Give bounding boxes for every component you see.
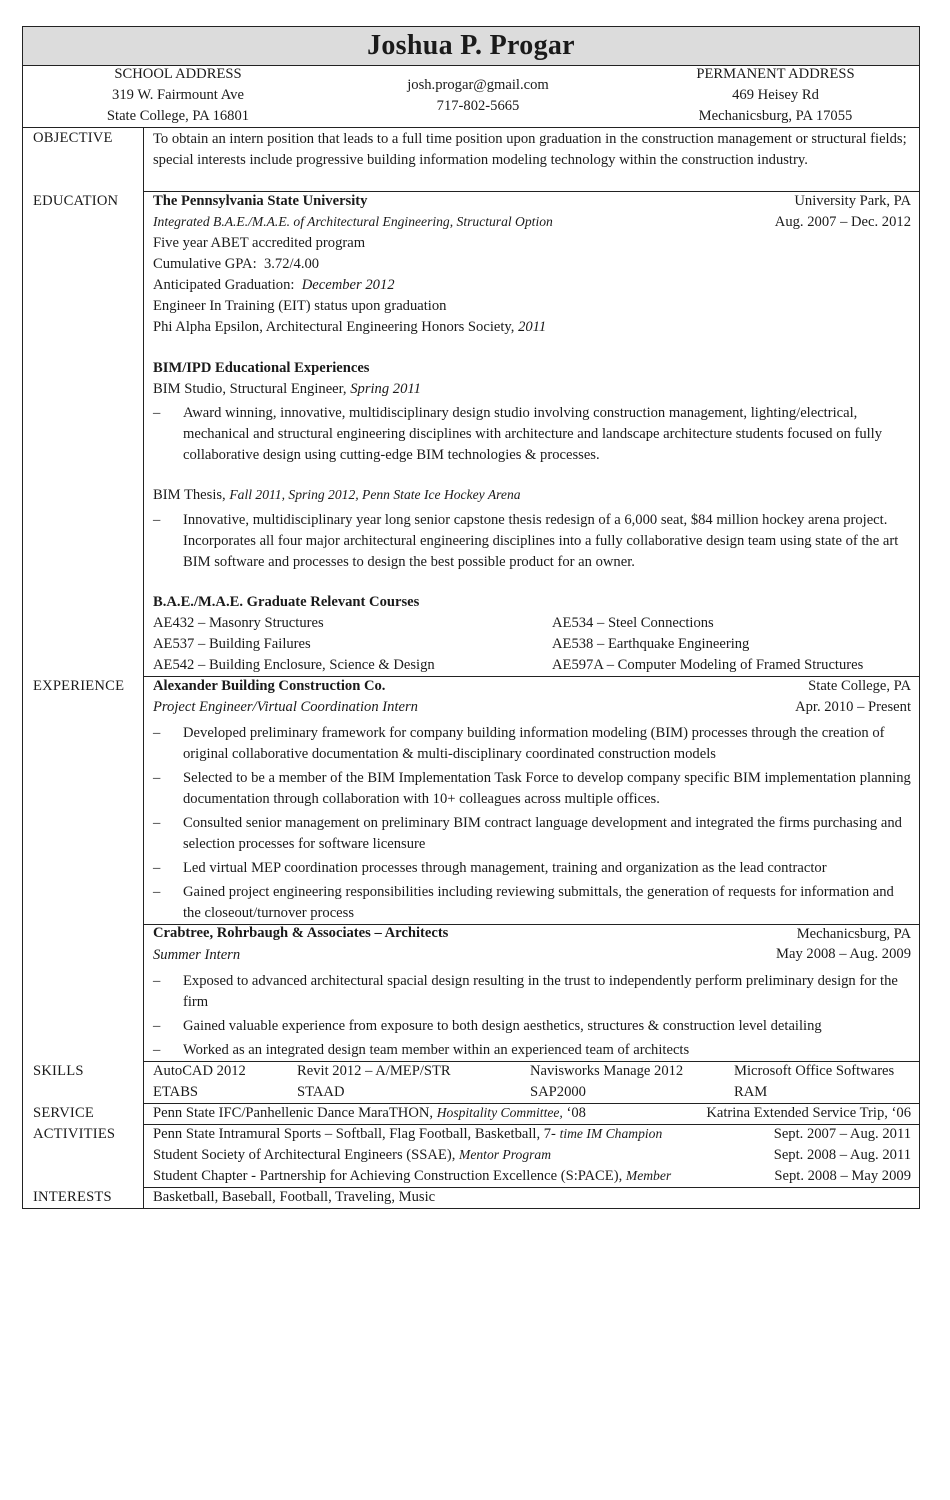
name-header: [23, 27, 919, 66]
section-activities: ACTIVITIES: [33, 1126, 116, 1142]
activity-note: Mentor Program: [459, 1147, 552, 1162]
divider: [143, 1061, 919, 1062]
thesis-term: Fall 2011, Spring 2012, Penn State Ice Hockey Arena: [229, 487, 521, 502]
job2-bullet: Gained valuable experience from exposure to both design aesthetics, structures & construction level detailing: [183, 1018, 822, 1034]
graduation-label: Anticipated Graduation:: [153, 277, 295, 293]
graduation-line: [153, 277, 395, 294]
activity-note: Member: [625, 1168, 672, 1183]
activity-dates: Sept. 2008 – May 2009: [774, 1168, 911, 1184]
column-divider: [143, 127, 144, 1208]
skill-item: STAAD: [297, 1084, 345, 1100]
job1-title: Project Engineer/Virtual Coordination Intern: [153, 699, 418, 715]
job1-bullet: Developed preliminary framework for company building information modeling (BIM) processes through the creation of original collaborative documentation & multi-disciplinary coordinated construction models: [183, 725, 885, 762]
course-item: AE432 – Masonry Structures: [153, 615, 324, 631]
job2-dates: May 2008 – Aug. 2009: [776, 946, 911, 962]
activity-text: Student Chapter - Partnership for Achieving Construction Excellence (S:PACE),: [153, 1168, 623, 1184]
bullet-dash: –: [153, 1042, 161, 1058]
job2-company: Crabtree, Rohrbaugh & Associates – Architects: [153, 925, 449, 941]
divider: [143, 1124, 919, 1125]
bim-studio: [153, 381, 421, 398]
job2-bullet: Exposed to advanced architectural spacial design resulting in the trust to independently perform preliminary design for the firm: [183, 973, 898, 1010]
honors-line: [153, 319, 546, 336]
skill-item: SAP2000: [530, 1084, 586, 1100]
bullet-dash: –: [153, 884, 161, 900]
thesis-description: Innovative, multidisciplinary year long senior capstone thesis redesign of a 6,000 seat, $84 million hockey arena project. Incorporates all four major architectural engineering disciplines into a fully collaborative design team using state of the art BIM software and processes to design the best possible product for an owner.: [183, 512, 899, 570]
section-skills: SKILLS: [33, 1063, 84, 1079]
divider: [143, 191, 919, 192]
section-education: EDUCATION: [33, 193, 119, 209]
course-item: AE538 – Earthquake Engineering: [552, 636, 750, 652]
permanent-address-heading: PERMANENT ADDRESS: [696, 66, 855, 82]
thesis-title: BIM Thesis,: [153, 487, 226, 503]
bullet-dash: –: [153, 405, 161, 421]
resume-page: [22, 26, 920, 1209]
skill-item: Microsoft Office Softwares: [734, 1063, 895, 1079]
section-experience: EXPERIENCE: [33, 678, 125, 694]
studio-title: BIM Studio, Structural Engineer,: [153, 381, 347, 397]
phone-number: 717-802-5665: [436, 98, 520, 114]
section-objective: OBJECTIVE: [33, 130, 113, 146]
education-dates: Aug. 2007 – Dec. 2012: [774, 214, 911, 230]
divider: [143, 1103, 919, 1104]
bim-heading: BIM/IPD Educational Experiences: [153, 360, 370, 376]
skill-item: Navisworks Manage 2012: [530, 1063, 684, 1079]
skill-item: RAM: [734, 1084, 768, 1100]
skill-item: Revit 2012 – A/MEP/STR: [297, 1063, 451, 1079]
skill-item: ETABS: [153, 1084, 199, 1100]
permanent-address-line2: Mechanicsburg, PA 17055: [698, 108, 853, 124]
ifc-role: Hospitality Committee,: [436, 1105, 563, 1120]
course-item: AE534 – Steel Connections: [552, 615, 714, 631]
courses-heading: B.A.E./M.A.E. Graduate Relevant Courses: [153, 594, 420, 610]
job1-location: State College, PA: [808, 678, 911, 694]
divider: [143, 676, 919, 677]
activity-dates: Sept. 2007 – Aug. 2011: [773, 1126, 911, 1142]
job1-company: Alexander Building Construction Co.: [153, 678, 386, 694]
gpa-value: 3.72/4.00: [263, 256, 320, 272]
activity-text: Penn State Intramural Sports – Softball, Flag Football, Basketball, 7-: [153, 1126, 556, 1142]
service-katrina: Katrina Extended Service Trip, ‘06: [706, 1105, 911, 1121]
course-item: AE597A – Computer Modeling of Framed Structures: [552, 657, 864, 673]
section-service: SERVICE: [33, 1105, 95, 1121]
bim-thesis: [153, 487, 521, 504]
honors-year: 2011: [518, 319, 547, 335]
graduation-value: December 2012: [301, 277, 395, 293]
ifc-year: ‘08: [566, 1105, 586, 1121]
activity-text: Student Society of Architectural Engineers (SSAE),: [153, 1147, 456, 1163]
bullet-dash: –: [153, 512, 161, 528]
job1-bullet: Selected to be a member of the BIM Implementation Task Force to develop company specific BIM implementation planning documentation through collaboration with 10+ colleagues across multiple offices.: [183, 770, 911, 807]
job2-location: Mechanicsburg, PA: [796, 926, 911, 942]
school-name: The Pennsylvania State University: [153, 193, 368, 209]
school-address-heading: SCHOOL ADDRESS: [114, 66, 242, 82]
divider: [23, 127, 919, 128]
interests-text: Basketball, Baseball, Football, Traveling, Music: [153, 1189, 436, 1205]
gpa-line: [153, 256, 319, 273]
divider: [143, 1187, 919, 1188]
activity-space: [153, 1168, 671, 1185]
bullet-dash: –: [153, 770, 161, 786]
candidate-name: Joshua P. Progar: [367, 30, 575, 61]
objective-text: To obtain an intern position that leads to a full time position upon graduation in the construction management or structural fields; special interests include progressive building information modeling technology within the construction industry.: [153, 131, 907, 168]
school-location: University Park, PA: [794, 193, 911, 209]
ifc-text: Penn State IFC/Panhellenic Dance MaraTHON,: [153, 1105, 434, 1121]
course-item: AE542 – Building Enclosure, Science & Design: [153, 657, 435, 673]
bullet-dash: –: [153, 1018, 161, 1034]
bullet-dash: –: [153, 815, 161, 831]
course-item: AE537 – Building Failures: [153, 636, 311, 652]
job1-bullet: Consulted senior management on preliminary BIM contract language development and integrated the firms purchasing and selection processes for software licensure: [183, 815, 902, 852]
activity-ssae: [153, 1147, 551, 1164]
abet-line: Five year ABET accredited program: [153, 235, 366, 251]
studio-description: Award winning, innovative, multidisciplinary design studio involving construction management, lighting/electrical, mechanical and structural engineering disciplines with architecture and landscape architecture students focused on fully collaborative design using cutting-edge BIM technologies & processes.: [183, 405, 883, 463]
service-dance-marathon: [153, 1105, 586, 1122]
activity-intramural: [153, 1126, 662, 1143]
bullet-dash: –: [153, 860, 161, 876]
bullet-dash: –: [153, 725, 161, 741]
job1-bullet: Gained project engineering responsibilities including reviewing submittals, the generation of requests for information and the closeout/turnover process: [183, 884, 894, 921]
email-address[interactable]: josh.progar@gmail.com: [407, 77, 549, 93]
activity-dates: Sept. 2008 – Aug. 2011: [773, 1147, 911, 1163]
eit-line: Engineer In Training (EIT) status upon graduation: [153, 298, 447, 314]
permanent-address-line1: 469 Heisey Rd: [732, 87, 819, 103]
school-address-line2: State College, PA 16801: [106, 108, 250, 124]
studio-term: Spring 2011: [350, 381, 421, 397]
job1-dates: Apr. 2010 – Present: [795, 699, 911, 715]
skill-item: AutoCAD 2012: [153, 1063, 246, 1079]
job2-bullet: Worked as an integrated design team member within an experienced team of architects: [183, 1042, 690, 1058]
activity-note: time IM Champion: [559, 1126, 663, 1141]
honors-text: Phi Alpha Epsilon, Architectural Engineering Honors Society,: [153, 319, 515, 335]
gpa-label: Cumulative GPA:: [153, 256, 257, 272]
job2-title: Summer Intern: [153, 947, 241, 963]
job1-bullet: Led virtual MEP coordination processes through management, training and organization as the lead contractor: [183, 860, 827, 876]
section-interests: INTERESTS: [33, 1189, 112, 1205]
school-address-line1: 319 W. Fairmount Ave: [112, 87, 244, 103]
bullet-dash: –: [153, 973, 161, 989]
degree: Integrated B.A.E./M.A.E. of Architectural Engineering, Structural Option: [153, 214, 553, 229]
